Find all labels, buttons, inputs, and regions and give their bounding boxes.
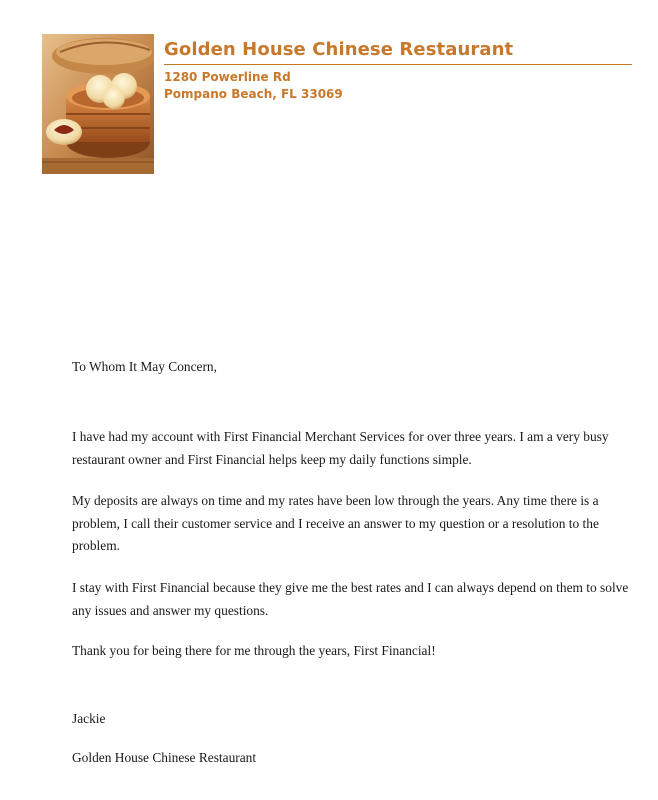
dim-sum-illustration [42, 34, 154, 174]
restaurant-name: Golden House Chinese Restaurant [164, 39, 514, 60]
paragraph-4: Thank you for being there for me through the years, First Financial! [72, 643, 436, 658]
paragraph-2: My deposits are always on time and my rates have been low through the years. Any time there is a problem, I call their customer service and I receive an answer to my question or a resolution to the problem. [72, 493, 599, 553]
header-divider [164, 64, 632, 65]
letterhead-text [164, 38, 632, 101]
address-city: Pompano Beach, FL 33069 [164, 87, 343, 101]
address-block [164, 69, 343, 103]
paragraph-3: I stay with First Financial because they give me the best rates and I can always depend on them to solve any issues and answer my questions. [72, 580, 629, 618]
signature-name: Jackie [72, 711, 106, 726]
signature-organization: Golden House Chinese Restaurant [72, 750, 257, 765]
letterhead [42, 34, 632, 176]
letter-body [72, 356, 638, 765]
dim-sum-photo [42, 34, 154, 174]
salutation: To Whom It May Concern, [72, 359, 217, 374]
paragraph-1: I have had my account with First Financial Merchant Services for over three years. I am a very busy restaurant owner and First Financial helps keep my daily functions simple. [72, 429, 609, 467]
address-street: 1280 Powerline Rd [164, 70, 291, 84]
